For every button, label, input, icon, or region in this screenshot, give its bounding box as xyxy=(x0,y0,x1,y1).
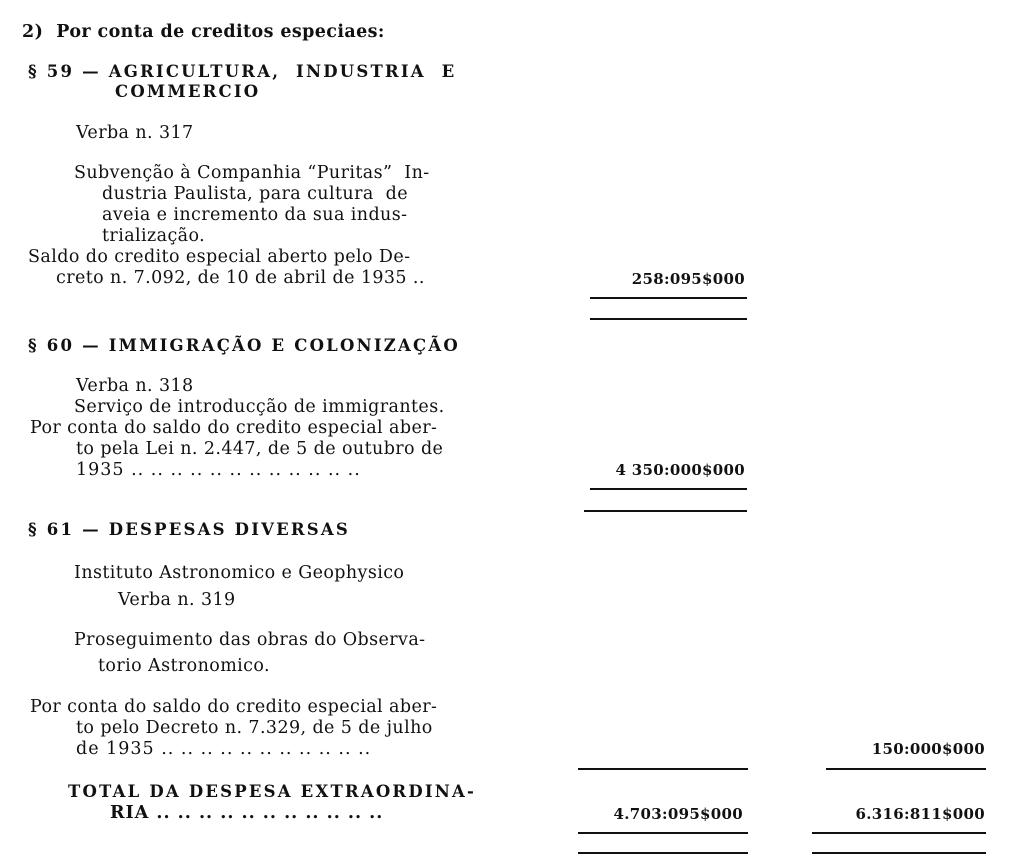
total-label-cont: RIA .. .. .. .. .. .. .. .. .. .. .. xyxy=(110,803,384,823)
section-59-saldo-line-1: Saldo do credito especial aberto pelo De- xyxy=(28,247,411,267)
section-60-rule-1 xyxy=(590,488,747,490)
section-59-amount: 258:095$000 xyxy=(631,270,745,288)
total-label: TOTAL DA DESPESA EXTRAORDINA- xyxy=(68,782,477,801)
section-59-desc-line-3: aveia e incremento da sua indus- xyxy=(102,205,408,225)
section-61-amount: 150:000$000 xyxy=(871,740,985,758)
total-col2-rule-2 xyxy=(812,852,986,854)
total-col2-rule-top xyxy=(826,768,986,770)
total-amount-col1: 4.703:095$000 xyxy=(613,805,743,823)
section-61-verba: Verba n. 319 xyxy=(118,590,236,610)
section-61-saldo-line-2: to pelo Decreto n. 7.329, de 5 de julho xyxy=(76,718,433,738)
section-60-desc: Serviço de introducção de immigrantes. xyxy=(74,397,445,417)
section-61-title: § 61 — DESPESAS DIVERSAS xyxy=(28,520,351,539)
section-60-title: § 60 — IMMIGRAÇÃO E COLONIZAÇÃO xyxy=(28,336,460,355)
section-60-rule-2 xyxy=(584,510,747,512)
section-60-amount: 4 350:000$000 xyxy=(615,461,745,479)
section-59-verba: Verba n. 317 xyxy=(76,123,194,143)
total-col1-rule-1 xyxy=(578,832,748,834)
total-col1-rule-2 xyxy=(578,852,748,854)
section-59-saldo-line-2: creto n. 7.092, de 10 de abril de 1935 .. xyxy=(56,268,425,288)
section-61-institute: Instituto Astronomico e Geophysico xyxy=(74,563,405,583)
section-60-saldo-line-2: to pela Lei n. 2.447, de 5 de outubro de xyxy=(76,439,444,459)
section-60-verba: Verba n. 318 xyxy=(76,376,194,396)
section-59-desc-line-4: trialização. xyxy=(102,226,206,246)
section-59-title: § 59 — AGRICULTURA, INDUSTRIA E xyxy=(28,62,457,81)
total-amount-col2: 6.316:811$000 xyxy=(855,805,985,823)
section-60-saldo-line-3: 1935 .. .. .. .. .. .. .. .. .. .. .. .. xyxy=(76,460,361,480)
section-59-title-cont: COMMERCIO xyxy=(115,82,261,101)
section-59-desc-line-1: Subvenção à Companhia “Puritas” In- xyxy=(74,163,430,183)
section-61-saldo-line-1: Por conta do saldo do credito especial aber- xyxy=(30,697,438,717)
intro-heading: 2) Por conta de creditos especiaes: xyxy=(22,22,385,42)
section-60-saldo-line-1: Por conta do saldo do credito especial aber- xyxy=(30,418,438,438)
section-61-desc-line-1: Proseguimento das obras do Observa- xyxy=(74,630,426,650)
section-61-saldo-line-3: de 1935 .. .. .. .. .. .. .. .. .. .. .. xyxy=(76,739,372,759)
section-59-desc-line-2: dustria Paulista, para cultura de xyxy=(102,184,408,204)
section-59-rule-2 xyxy=(590,318,747,320)
section-61-desc-line-2: torio Astronomico. xyxy=(98,656,270,676)
section-59-rule-1 xyxy=(590,297,747,299)
total-col1-rule-top xyxy=(578,768,748,770)
total-col2-rule-1 xyxy=(812,832,986,834)
